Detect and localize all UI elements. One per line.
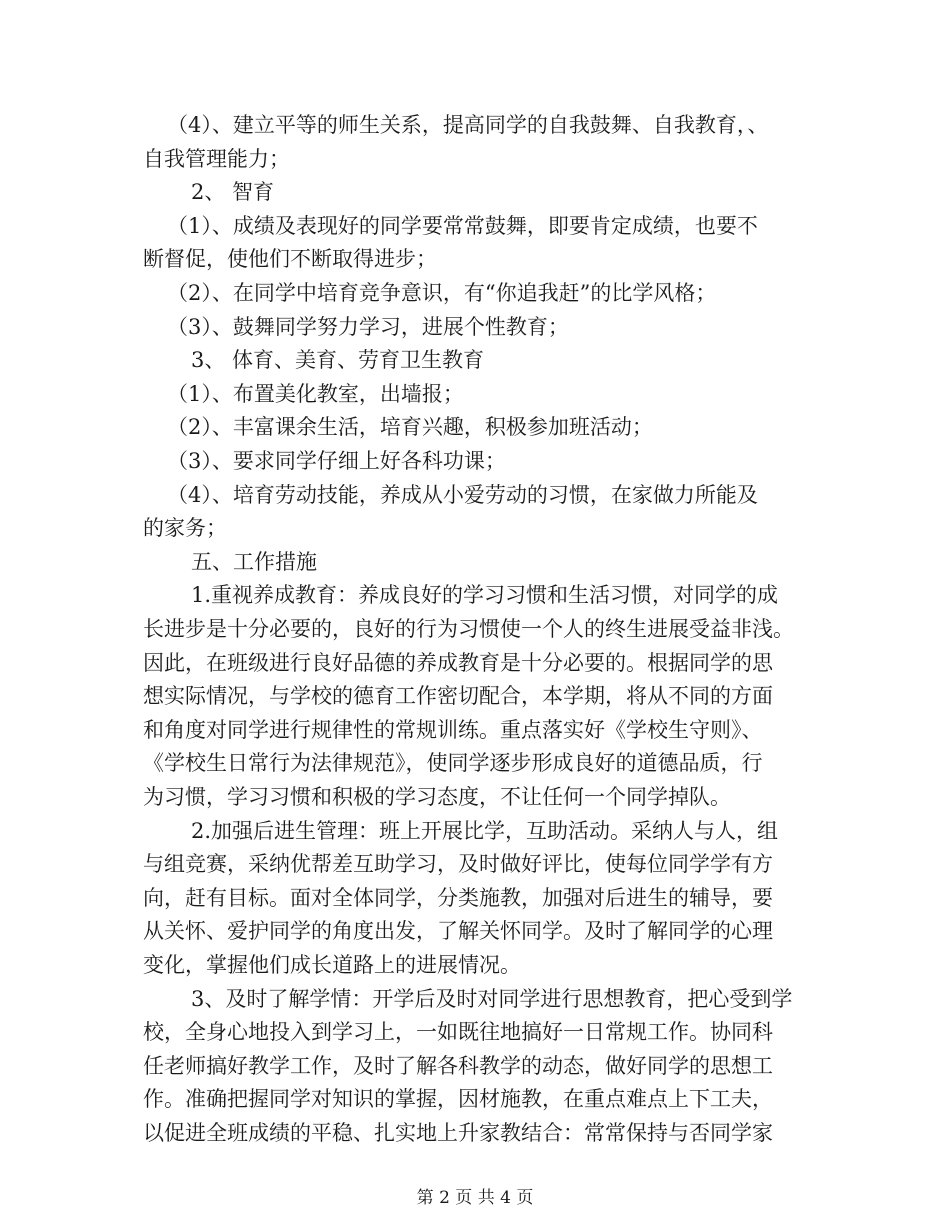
paragraph-continuation-line: 和角度对同学进行规律性的常规训练。重点落实好《学校生守则》、 <box>143 717 763 742</box>
paragraph-continuation-line: 长进步是十分必要的，良好的行为习惯使一个人的终生进展受益非浅。 <box>143 617 794 641</box>
paragraph-continuation-line: 《学校生日常行为法律规范》，使同学逐步形成良好的道德品质，行 <box>143 751 763 776</box>
paragraph-continuation-line: 与组竞赛，采纳优帮差互助学习，及时做好评比，使每位同学学有方 <box>143 852 773 877</box>
paragraph-line: （2）、丰富课余生活，培育兴趣，积极参加班活动； <box>167 415 653 440</box>
paragraph-continuation-line: 从关怀、爱护同学的角度出发，了解关怀同学。及时了解同学的心理 <box>143 919 773 944</box>
paragraph-line: （1）、布置美化教室，出墙报； <box>167 381 464 406</box>
paragraph-line: 3、 体育、美育、劳育卫生教育 <box>191 348 485 373</box>
paragraph-continuation-line: 作。准确把握同学对知识的掌握，因材施教，在重点难点上下工夫， <box>143 1087 773 1112</box>
paragraph-line: 2.加强后进生管理：班上开展比学，互助活动。采纳人与人，组 <box>191 818 779 843</box>
paragraph-line: 1.重视养成教育：养成良好的学习习惯和生活习惯，对同学的成 <box>191 583 779 608</box>
paragraph-line: （3）、鼓舞同学努力学习，进展个性教育； <box>167 314 569 339</box>
paragraph-continuation-line: 以促进全班成绩的平稳、扎实地上升家教结合：常常保持与否同学家 <box>143 1121 773 1145</box>
paragraph-line: （4）、建立平等的师生关系，提高同学的自我鼓舞、自我教育，、 <box>167 113 769 137</box>
paragraph-line: 2、 智育 <box>191 180 275 205</box>
paragraph-continuation-line: 断督促，使他们不断取得进步； <box>143 247 437 272</box>
page-footer: 第 2 页 共 4 页 <box>416 1188 534 1208</box>
paragraph-continuation-line: 因此，在班级进行良好品德的养成教育是十分必要的。根据同学的思 <box>143 650 773 675</box>
paragraph-line: （3）、要求同学仔细上好各科功课； <box>167 449 506 473</box>
paragraph-line: （1）、成绩及表现好的同学要常常鼓舞，即要肯定成绩，也要不 <box>167 213 758 238</box>
paragraph-continuation-line: 自我管理能力； <box>143 146 290 171</box>
paragraph-continuation-line: 的家务； <box>143 516 227 541</box>
paragraph-line: （4）、培育劳动技能，养成从小爱劳动的习惯，在家做力所能及 <box>167 482 758 507</box>
paragraph-line: （2）、在同学中培育竞争意识，有“你追我赶”的比学风格； <box>167 281 717 305</box>
paragraph-continuation-line: 为习惯，学习习惯和积极的学习态度，不让任何一个同学掉队。 <box>143 785 731 809</box>
paragraph-continuation-line: 向，赶有目标。面对全体同学，分类施教，加强对后进生的辅导，要 <box>143 885 773 910</box>
paragraph-continuation-line: 校，全身心地投入到学习上，一如既往地搞好一日常规工作。协同科 <box>143 1020 773 1045</box>
paragraph-continuation-line: 任老师搞好教学工作，及时了解各科教学的动态，做好同学的思想工 <box>143 1053 773 1078</box>
paragraph-line: 五、工作措施 <box>191 549 317 574</box>
paragraph-line: 3、及时了解学情：开学后及时对同学进行思想教育，把心受到学 <box>191 986 793 1011</box>
paragraph-continuation-line: 变化，掌握他们成长道路上的进展情况。 <box>143 953 521 977</box>
paragraph-continuation-line: 想实际情况，与学校的德育工作密切配合，本学期，将从不同的方面 <box>143 684 773 709</box>
